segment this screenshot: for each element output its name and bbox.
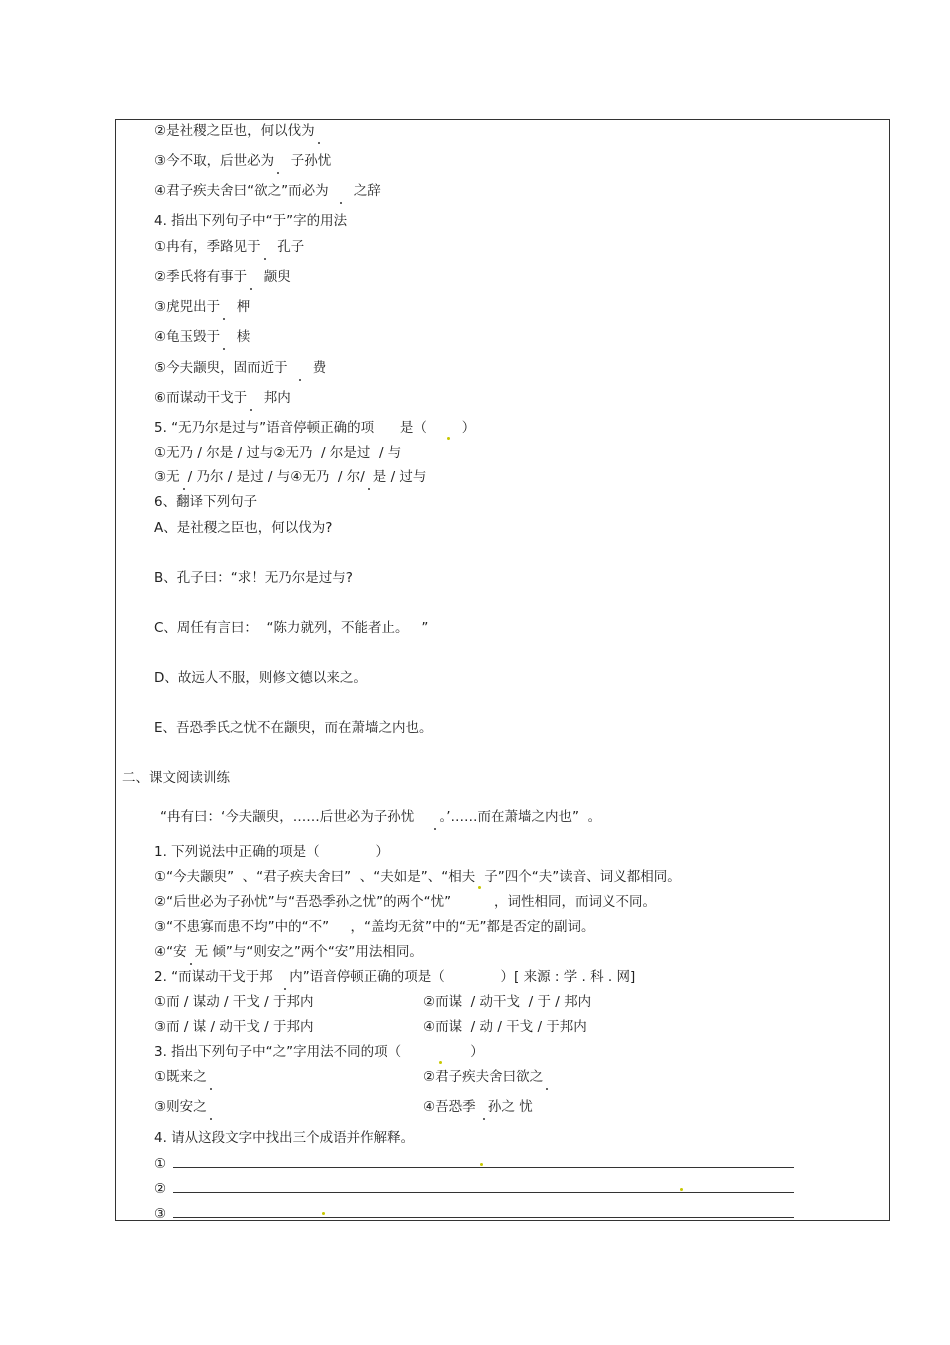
yellow-mark <box>322 1212 325 1215</box>
p2-q3-o3: ③则安之 <box>154 1098 215 1116</box>
item-3: ③今不取，后世必为 子孙忧 <box>154 152 331 170</box>
q5-options-b: ③无 / 乃尔 / 是过 / 与④无乃 / 尔/ 是 / 过与 <box>154 468 426 486</box>
p2-q2-o2: ②而谋 / 动干戈 / 于 / 邦内 <box>423 994 592 1010</box>
item-4: ④君子疾夫舍曰“欲之”而必为 之辞 <box>154 182 381 200</box>
q4-title: 4. 指出下列句子中“于”字的用法 <box>154 213 348 229</box>
p2-q3-title: 3. 指出下列句子中“之”字用法不同的项（ ） <box>154 1043 484 1061</box>
section-heading: 二、课文阅读训练 <box>122 770 230 786</box>
p2-q2-o3: ③而 / 谋 / 动干戈 / 于邦内 <box>154 1019 314 1035</box>
q4-s5: ⑤今夫颛臾，固而近于 费 <box>154 359 326 377</box>
p2-q1-o1: ①“今夫颛臾” 、“君子疾夫舍曰” 、“夫如是”、“相夫 子”四个“夫”读音、词义都相同。 <box>154 868 681 886</box>
p2-q3-o4: ④吾恐季 孙之 忧 <box>423 1098 533 1116</box>
answer-line-1[interactable] <box>173 1167 794 1168</box>
q4-s3: ③虎兕出于 柙 <box>154 298 250 316</box>
q4-s2: ②季氏将有事于 颛臾 <box>154 268 291 286</box>
q5-options-a: ①无乃 / 尔是 / 过与②无乃 / 尔是过 / 与 <box>154 445 402 461</box>
q4-s1: ①冉有，季路见于 孔子 <box>154 238 304 256</box>
q6-d: D、故远人不服，则修文德以来之。 <box>154 670 367 686</box>
p2-q2-o4: ④而谋 / 动 / 干戈 / 于邦内 <box>423 1019 587 1035</box>
yellow-mark <box>480 1163 483 1166</box>
answer-number-2: ② <box>154 1181 167 1197</box>
p2-q3-o2: ②君子疾夫舍曰欲之 <box>423 1068 551 1086</box>
q6-b: B、孔子曰：“求！无乃尔是过与? <box>154 570 353 586</box>
q6-title: 6、翻译下列句子 <box>154 494 258 510</box>
item-2: ②是社稷之臣也，何以伐为 <box>154 122 323 140</box>
answer-line-3[interactable] <box>173 1217 794 1218</box>
p2-q1-o3: ③“不患寡而患不均”中的“不” ，“盖均无贫”中的“无”都是否定的副词。 <box>154 919 595 935</box>
q4-s6: ⑥而谋动干戈于 邦内 <box>154 389 291 407</box>
p2-q1-title: 1. 下列说法中正确的项是（ ） <box>154 844 389 860</box>
p2-q4-title: 4. 请从这段文字中找出三个成语并作解释。 <box>154 1130 415 1146</box>
p2-q1-o4: ④“安 无 倾”与“则安之”两个“安”用法相同。 <box>154 943 423 961</box>
q6-c: C、周任有言曰： “陈力就列，不能者止。 ” <box>154 620 429 636</box>
p2-q3-o1: ①既来之 <box>154 1068 215 1086</box>
answer-number-1: ① <box>154 1156 167 1172</box>
answer-line-2[interactable] <box>173 1192 794 1193</box>
p2-q1-o2: ②“后世必为子孙忧”与“吾恐季孙之忧”的两个“忧” ，词性相同，而词义不同。 <box>154 894 656 910</box>
passage-quote: “冉有曰：‘今夫颛臾，……后世必为子孙忧 。’……而在萧墙之内也” 。 <box>160 808 601 826</box>
q6-e: E、吾恐季氏之忧不在颛臾，而在萧墙之内也。 <box>154 720 433 736</box>
q4-s4: ④龟玉毁于 椟 <box>154 328 250 346</box>
p2-q2-o1: ①而 / 谋动 / 干戈 / 于邦内 <box>154 994 314 1010</box>
q6-a: A、是社稷之臣也，何以伐为? <box>154 520 333 536</box>
q5-title: 5. “无乃尔是过与”语音停顿正确的项 是（ ） <box>154 419 475 437</box>
answer-number-3: ③ <box>154 1206 167 1222</box>
p2-q2-title: 2. “而谋动干戈于邦 内”语音停顿正确的项是（ ）[ 来源 : 学 . 科 . 网] <box>154 968 635 986</box>
yellow-mark <box>680 1188 683 1191</box>
